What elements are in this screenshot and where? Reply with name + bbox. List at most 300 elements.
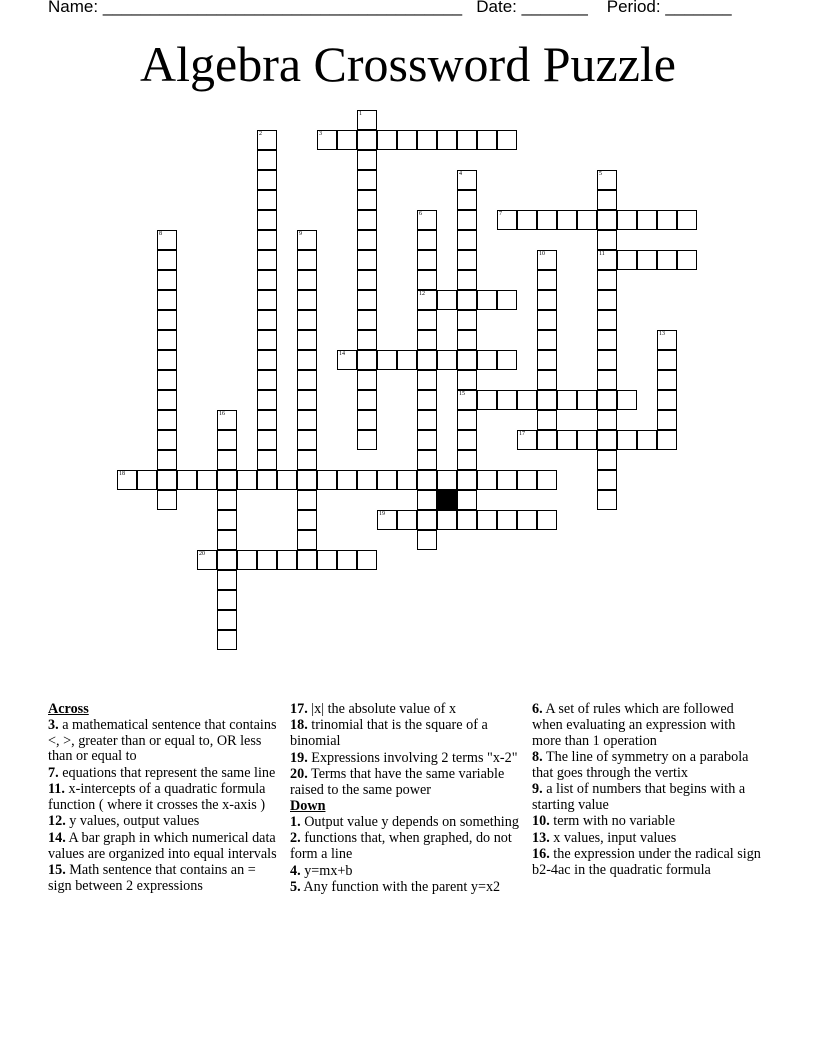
clue-down-13 bbox=[532, 831, 764, 847]
crossword-cell[interactable] bbox=[217, 430, 237, 450]
crossword-cell[interactable] bbox=[597, 450, 617, 470]
crossword-cell[interactable] bbox=[297, 490, 317, 510]
crossword-cell[interactable] bbox=[337, 130, 357, 150]
clue-across-3 bbox=[48, 718, 280, 765]
crossword-cell[interactable] bbox=[277, 550, 297, 570]
crossword-cell[interactable] bbox=[417, 470, 437, 490]
crossword-cell[interactable] bbox=[357, 210, 377, 230]
crossword-cell[interactable] bbox=[417, 130, 437, 150]
crossword-cell[interactable] bbox=[257, 550, 277, 570]
clue-number: 14. bbox=[48, 829, 66, 846]
clue-text: Expressions involving 2 terms "x-2" bbox=[311, 749, 518, 766]
crossword-cell[interactable] bbox=[477, 510, 497, 530]
clue-text: |x| the absolute value of x bbox=[311, 701, 457, 717]
crossword-cell[interactable] bbox=[657, 330, 677, 350]
crossword-cell[interactable] bbox=[657, 210, 677, 230]
crossword-cell[interactable] bbox=[537, 210, 557, 230]
crossword-cell[interactable] bbox=[137, 470, 157, 490]
crossword-cell[interactable] bbox=[597, 270, 617, 290]
crossword-cell[interactable] bbox=[537, 370, 557, 390]
crossword-cell[interactable] bbox=[157, 390, 177, 410]
crossword-cell[interactable] bbox=[297, 450, 317, 470]
cell-number: 8 bbox=[159, 231, 162, 237]
clue-number: 20. bbox=[290, 765, 308, 782]
crossword-cell[interactable] bbox=[557, 430, 577, 450]
black-square bbox=[437, 490, 457, 510]
crossword-cell[interactable] bbox=[257, 310, 277, 330]
crossword-cell[interactable] bbox=[297, 350, 317, 370]
clue-across-17 bbox=[290, 702, 522, 718]
crossword-cell[interactable] bbox=[397, 350, 417, 370]
clue-across-7 bbox=[48, 766, 280, 782]
crossword-cell[interactable] bbox=[597, 490, 617, 510]
clue-down-16 bbox=[532, 847, 764, 879]
cell-number: 15 bbox=[459, 391, 465, 397]
crossword-cell[interactable] bbox=[217, 510, 237, 530]
crossword-cell[interactable] bbox=[537, 310, 557, 330]
crossword-cell[interactable] bbox=[677, 250, 697, 270]
cell-number: 18 bbox=[119, 471, 125, 477]
crossword-cell[interactable] bbox=[297, 530, 317, 550]
crossword-cell[interactable] bbox=[437, 510, 457, 530]
crossword-cell[interactable] bbox=[617, 250, 637, 270]
crossword-cell[interactable] bbox=[357, 330, 377, 350]
crossword-cell[interactable] bbox=[357, 230, 377, 250]
crossword-cell[interactable] bbox=[457, 190, 477, 210]
crossword-cell[interactable] bbox=[237, 550, 257, 570]
clue-text: A bar graph in which numerical data values are organized into equal intervals bbox=[48, 829, 277, 862]
clue-number: 1. bbox=[290, 813, 301, 830]
crossword-cell[interactable] bbox=[357, 270, 377, 290]
crossword-cell[interactable] bbox=[177, 470, 197, 490]
crossword-cell[interactable] bbox=[257, 370, 277, 390]
crossword-cell[interactable] bbox=[637, 250, 657, 270]
crossword-cell[interactable] bbox=[437, 290, 457, 310]
clue-text: y=mx+b bbox=[304, 862, 353, 879]
crossword-cell[interactable] bbox=[257, 350, 277, 370]
crossword-cell[interactable] bbox=[577, 430, 597, 450]
clue-text: Math sentence that contains an = sign between 2 expressions bbox=[48, 861, 256, 894]
crossword-cell[interactable] bbox=[157, 230, 177, 250]
crossword-cell[interactable] bbox=[537, 330, 557, 350]
crossword-cell[interactable] bbox=[357, 390, 377, 410]
crossword-cell[interactable] bbox=[217, 470, 237, 490]
crossword-cell[interactable] bbox=[597, 250, 617, 270]
crossword-cell[interactable] bbox=[477, 290, 497, 310]
crossword-cell[interactable] bbox=[497, 510, 517, 530]
crossword-cell[interactable] bbox=[597, 170, 617, 190]
clue-number: 2. bbox=[290, 830, 301, 847]
crossword-cell[interactable] bbox=[217, 490, 237, 510]
crossword-cell[interactable] bbox=[437, 130, 457, 150]
crossword-cell[interactable] bbox=[337, 350, 357, 370]
clue-across-18 bbox=[290, 718, 522, 750]
crossword-cell[interactable] bbox=[457, 290, 477, 310]
crossword-cell[interactable] bbox=[257, 470, 277, 490]
clue-number: 5. bbox=[290, 878, 301, 895]
clue-number: 12. bbox=[48, 813, 66, 830]
crossword-cell[interactable] bbox=[357, 110, 377, 130]
clue-text: a list of numbers that begins with a starting value bbox=[532, 781, 746, 813]
crossword-cell[interactable] bbox=[257, 150, 277, 170]
clue-text: Output value y depends on something bbox=[304, 813, 519, 830]
crossword-cell[interactable] bbox=[337, 470, 357, 490]
crossword-cell[interactable] bbox=[537, 470, 557, 490]
clue-number: 16. bbox=[532, 846, 550, 863]
crossword-cell[interactable] bbox=[157, 370, 177, 390]
across-heading: Across bbox=[48, 701, 89, 717]
crossword-cell[interactable] bbox=[297, 290, 317, 310]
crossword-cell[interactable] bbox=[157, 430, 177, 450]
cell-number: 3 bbox=[319, 131, 322, 137]
crossword-cell[interactable] bbox=[597, 410, 617, 430]
crossword-cell[interactable] bbox=[157, 410, 177, 430]
crossword-cell[interactable] bbox=[417, 370, 437, 390]
crossword-cell[interactable] bbox=[317, 470, 337, 490]
crossword-cell[interactable] bbox=[317, 130, 337, 150]
crossword-cell[interactable] bbox=[357, 410, 377, 430]
crossword-cell[interactable] bbox=[417, 250, 437, 270]
crossword-cell[interactable] bbox=[417, 490, 437, 510]
crossword-cell[interactable] bbox=[257, 330, 277, 350]
crossword-cell[interactable] bbox=[297, 310, 317, 330]
name-field[interactable]: ______________________________________ bbox=[102, 0, 463, 16]
clue-across-19 bbox=[290, 751, 522, 767]
crossword-cell[interactable] bbox=[257, 170, 277, 190]
crossword-cell[interactable] bbox=[597, 350, 617, 370]
crossword-cell[interactable] bbox=[457, 250, 477, 270]
crossword-cell[interactable] bbox=[457, 210, 477, 230]
crossword-cell[interactable] bbox=[157, 450, 177, 470]
crossword-cell[interactable] bbox=[197, 550, 217, 570]
clue-down-1 bbox=[290, 815, 522, 831]
crossword-cell[interactable] bbox=[597, 430, 617, 450]
crossword-cell[interactable] bbox=[537, 430, 557, 450]
crossword-cell[interactable] bbox=[337, 550, 357, 570]
crossword-cell[interactable] bbox=[417, 230, 437, 250]
clue-down-4 bbox=[290, 864, 522, 880]
crossword-cell[interactable] bbox=[417, 410, 437, 430]
crossword-cell[interactable] bbox=[357, 290, 377, 310]
cell-number: 10 bbox=[539, 251, 545, 257]
crossword-cell[interactable] bbox=[457, 390, 477, 410]
crossword-cell[interactable] bbox=[537, 290, 557, 310]
crossword-cell[interactable] bbox=[397, 510, 417, 530]
crossword-cell[interactable] bbox=[457, 350, 477, 370]
crossword-cell[interactable] bbox=[357, 370, 377, 390]
clue-number: 8. bbox=[532, 748, 543, 765]
crossword-cell[interactable] bbox=[217, 630, 237, 650]
clue-text: Terms that have the same variable raised to the same power bbox=[290, 765, 505, 798]
clue-down-8 bbox=[532, 750, 764, 782]
crossword-cell[interactable] bbox=[597, 330, 617, 350]
crossword-cell[interactable] bbox=[637, 430, 657, 450]
crossword-cell[interactable] bbox=[497, 390, 517, 410]
clue-across-12 bbox=[48, 814, 280, 830]
crossword-cell[interactable] bbox=[157, 310, 177, 330]
crossword-cell[interactable] bbox=[297, 550, 317, 570]
crossword-cell[interactable] bbox=[217, 610, 237, 630]
crossword-cell[interactable] bbox=[497, 290, 517, 310]
cell-number: 19 bbox=[379, 511, 385, 517]
crossword-cell[interactable] bbox=[417, 510, 437, 530]
crossword-cell[interactable] bbox=[217, 410, 237, 430]
clue-down-5 bbox=[290, 880, 522, 896]
cell-number: 4 bbox=[459, 171, 462, 177]
crossword-cell[interactable] bbox=[537, 410, 557, 430]
clue-text: A set of rules which are followed when evaluating an expression with more than 1 operation bbox=[532, 701, 736, 749]
cell-number: 17 bbox=[519, 431, 525, 437]
crossword-cell[interactable] bbox=[157, 270, 177, 290]
crossword-cell[interactable] bbox=[417, 450, 437, 470]
crossword-cell[interactable] bbox=[457, 310, 477, 330]
clue-number: 7. bbox=[48, 764, 59, 781]
crossword-cell[interactable] bbox=[417, 290, 437, 310]
crossword-cell[interactable] bbox=[157, 330, 177, 350]
crossword-cell[interactable] bbox=[477, 350, 497, 370]
clue-across-20 bbox=[290, 767, 522, 799]
crossword-cell[interactable] bbox=[157, 490, 177, 510]
crossword-cell[interactable] bbox=[437, 470, 457, 490]
clue-text: functions that, when graphed, do not form a line bbox=[290, 830, 512, 863]
page-title: Algebra Crossword Puzzle bbox=[140, 36, 676, 92]
period-label: Period: bbox=[606, 0, 661, 16]
crossword-cell[interactable] bbox=[217, 530, 237, 550]
cell-number: 11 bbox=[599, 251, 605, 257]
cell-number: 1 bbox=[359, 111, 362, 117]
crossword-cell[interactable] bbox=[537, 250, 557, 270]
crossword-cell[interactable] bbox=[297, 230, 317, 250]
crossword-cell[interactable] bbox=[477, 470, 497, 490]
crossword-cell[interactable] bbox=[617, 210, 637, 230]
clues-column-2 bbox=[290, 702, 522, 896]
crossword-cell[interactable] bbox=[457, 490, 477, 510]
crossword-cell[interactable] bbox=[657, 430, 677, 450]
crossword-cell[interactable] bbox=[257, 270, 277, 290]
crossword-cell[interactable] bbox=[417, 350, 437, 370]
crossword-cell[interactable] bbox=[357, 250, 377, 270]
clue-text: x values, input values bbox=[553, 829, 677, 846]
crossword-cell[interactable] bbox=[357, 550, 377, 570]
crossword-cell[interactable] bbox=[457, 430, 477, 450]
crossword-cell[interactable] bbox=[117, 470, 137, 490]
crossword-cell[interactable] bbox=[297, 250, 317, 270]
period-field[interactable]: _______ bbox=[665, 0, 732, 16]
name-label: Name: bbox=[48, 0, 99, 16]
crossword-cell[interactable] bbox=[517, 510, 537, 530]
crossword-cell[interactable] bbox=[257, 390, 277, 410]
crossword-cell[interactable] bbox=[157, 350, 177, 370]
crossword-cell[interactable] bbox=[557, 390, 577, 410]
date-field[interactable]: _______ bbox=[521, 0, 588, 16]
crossword-cell[interactable] bbox=[357, 150, 377, 170]
clue-across-14 bbox=[48, 831, 280, 863]
crossword-cell[interactable] bbox=[597, 290, 617, 310]
crossword-cell[interactable] bbox=[497, 470, 517, 490]
clue-down-10 bbox=[532, 814, 764, 830]
crossword-cell[interactable] bbox=[197, 470, 217, 490]
crossword-cell[interactable] bbox=[277, 470, 297, 490]
clue-number: 11. bbox=[48, 781, 65, 798]
crossword-cell[interactable] bbox=[457, 130, 477, 150]
crossword-cell[interactable] bbox=[357, 190, 377, 210]
crossword-cell[interactable] bbox=[377, 350, 397, 370]
crossword-cell[interactable] bbox=[517, 470, 537, 490]
crossword-cell[interactable] bbox=[357, 130, 377, 150]
clue-number: 19. bbox=[290, 749, 308, 766]
clues-column-3 bbox=[532, 702, 764, 879]
crossword-cell[interactable] bbox=[477, 130, 497, 150]
clue-text: a mathematical sentence that contains <, >, greater than or equal to, OR less than or equal to bbox=[48, 716, 277, 765]
crossword-cell[interactable] bbox=[397, 470, 417, 490]
crossword-cell[interactable] bbox=[597, 230, 617, 250]
crossword-cell[interactable] bbox=[677, 210, 697, 230]
crossword-cell[interactable] bbox=[457, 230, 477, 250]
crossword-cell[interactable] bbox=[257, 210, 277, 230]
crossword-cell[interactable] bbox=[517, 390, 537, 410]
clue-text: The line of symmetry on a parabola that goes through the vertix bbox=[532, 748, 749, 781]
crossword-cell[interactable] bbox=[657, 250, 677, 270]
crossword-cell[interactable] bbox=[397, 130, 417, 150]
crossword-cell[interactable] bbox=[157, 250, 177, 270]
clue-number: 10. bbox=[532, 813, 550, 830]
clue-across-15 bbox=[48, 863, 280, 895]
crossword-cell[interactable] bbox=[497, 130, 517, 150]
cell-number: 5 bbox=[599, 171, 602, 177]
clue-number: 3. bbox=[48, 716, 59, 733]
crossword-cell[interactable] bbox=[577, 390, 597, 410]
clue-text: trinomial that is the square of a binomial bbox=[290, 717, 488, 750]
crossword-cell[interactable] bbox=[297, 430, 317, 450]
clue-number: 6. bbox=[532, 701, 543, 717]
crossword-cell[interactable] bbox=[357, 170, 377, 190]
crossword-cell[interactable] bbox=[217, 570, 237, 590]
crossword-cell[interactable] bbox=[657, 350, 677, 370]
crossword-cell[interactable] bbox=[297, 330, 317, 350]
crossword-cell[interactable] bbox=[297, 370, 317, 390]
crossword-cell[interactable] bbox=[617, 390, 637, 410]
crossword-cell[interactable] bbox=[657, 390, 677, 410]
crossword-cell[interactable] bbox=[417, 390, 437, 410]
clue-text: term with no variable bbox=[553, 813, 676, 830]
crossword-cell[interactable] bbox=[457, 370, 477, 390]
crossword-cell[interactable] bbox=[257, 250, 277, 270]
crossword-cell[interactable] bbox=[577, 210, 597, 230]
clue-number: 17. bbox=[290, 701, 308, 717]
crossword-cell[interactable] bbox=[537, 350, 557, 370]
clue-text: Any function with the parent y=x2 bbox=[303, 878, 501, 895]
crossword-cell[interactable] bbox=[457, 330, 477, 350]
crossword-cell[interactable] bbox=[497, 210, 517, 230]
crossword-cell[interactable] bbox=[457, 410, 477, 430]
crossword-cell[interactable] bbox=[357, 350, 377, 370]
crossword-cell[interactable] bbox=[317, 550, 337, 570]
crossword-cell[interactable] bbox=[437, 350, 457, 370]
clue-down-9 bbox=[532, 782, 764, 814]
crossword-cell[interactable] bbox=[657, 410, 677, 430]
crossword-cell[interactable] bbox=[217, 550, 237, 570]
crossword-cell[interactable] bbox=[417, 310, 437, 330]
cell-number: 14 bbox=[339, 351, 345, 357]
crossword-cell[interactable] bbox=[417, 530, 437, 550]
crossword-cell[interactable] bbox=[497, 350, 517, 370]
crossword-cell[interactable] bbox=[157, 470, 177, 490]
crossword-cell[interactable] bbox=[297, 270, 317, 290]
crossword-cell[interactable] bbox=[217, 450, 237, 470]
crossword-cell[interactable] bbox=[257, 230, 277, 250]
crossword-cell[interactable] bbox=[297, 510, 317, 530]
crossword-cell[interactable] bbox=[637, 210, 657, 230]
clue-text: equations that represent the same line bbox=[62, 764, 276, 781]
clue-down-2 bbox=[290, 831, 522, 863]
crossword-cell[interactable] bbox=[537, 270, 557, 290]
crossword-cell[interactable] bbox=[297, 470, 317, 490]
crossword-cell[interactable] bbox=[477, 390, 497, 410]
crossword-cell[interactable] bbox=[297, 410, 317, 430]
crossword-cell[interactable] bbox=[457, 510, 477, 530]
crossword-cell[interactable] bbox=[617, 430, 637, 450]
clue-number: 15. bbox=[48, 861, 66, 878]
crossword-cell[interactable] bbox=[597, 390, 617, 410]
crossword-cell[interactable] bbox=[597, 470, 617, 490]
crossword-cell[interactable] bbox=[557, 210, 577, 230]
crossword-cell[interactable] bbox=[537, 390, 557, 410]
crossword-cell[interactable] bbox=[657, 370, 677, 390]
crossword-cell[interactable] bbox=[257, 130, 277, 150]
crossword-cell[interactable] bbox=[297, 390, 317, 410]
crossword-cell[interactable] bbox=[457, 270, 477, 290]
clue-text: the expression under the radical sign b2-4ac in the quadratic formula bbox=[532, 846, 761, 878]
crossword-cell[interactable] bbox=[357, 470, 377, 490]
crossword-cell[interactable] bbox=[417, 330, 437, 350]
crossword-cell[interactable] bbox=[257, 410, 277, 430]
date-label: Date: bbox=[476, 0, 517, 16]
cell-number: 16 bbox=[219, 411, 225, 417]
crossword-cell[interactable] bbox=[157, 290, 177, 310]
crossword-cell[interactable] bbox=[377, 470, 397, 490]
crossword-cell[interactable] bbox=[257, 190, 277, 210]
crossword-cell[interactable] bbox=[417, 430, 437, 450]
crossword-cell[interactable] bbox=[257, 450, 277, 470]
crossword-cell[interactable] bbox=[357, 310, 377, 330]
crossword-cell[interactable] bbox=[257, 290, 277, 310]
crossword-cell[interactable] bbox=[377, 130, 397, 150]
crossword-cell[interactable] bbox=[517, 210, 537, 230]
cell-number: 9 bbox=[299, 231, 302, 237]
crossword-cell[interactable] bbox=[257, 430, 277, 450]
crossword-cell[interactable] bbox=[217, 590, 237, 610]
crossword-cell[interactable] bbox=[457, 170, 477, 190]
crossword-cell[interactable] bbox=[597, 210, 617, 230]
crossword-cell[interactable] bbox=[537, 510, 557, 530]
crossword-cell[interactable] bbox=[597, 370, 617, 390]
crossword-cell[interactable] bbox=[417, 210, 437, 230]
crossword-cell[interactable] bbox=[417, 270, 437, 290]
clue-text: x-intercepts of a quadratic formula function ( where it crosses the x-axis ) bbox=[48, 781, 266, 813]
crossword-cell[interactable] bbox=[377, 510, 397, 530]
crossword-cell[interactable] bbox=[457, 450, 477, 470]
crossword-cell[interactable] bbox=[457, 470, 477, 490]
cell-number: 12 bbox=[419, 291, 425, 297]
crossword-cell[interactable] bbox=[357, 430, 377, 450]
clue-number: 4. bbox=[290, 862, 301, 879]
crossword-cell[interactable] bbox=[597, 190, 617, 210]
cell-number: 20 bbox=[199, 551, 205, 557]
crossword-cell[interactable] bbox=[597, 310, 617, 330]
clue-text: y values, output values bbox=[69, 813, 200, 830]
crossword-cell[interactable] bbox=[237, 470, 257, 490]
crossword-cell[interactable] bbox=[517, 430, 537, 450]
